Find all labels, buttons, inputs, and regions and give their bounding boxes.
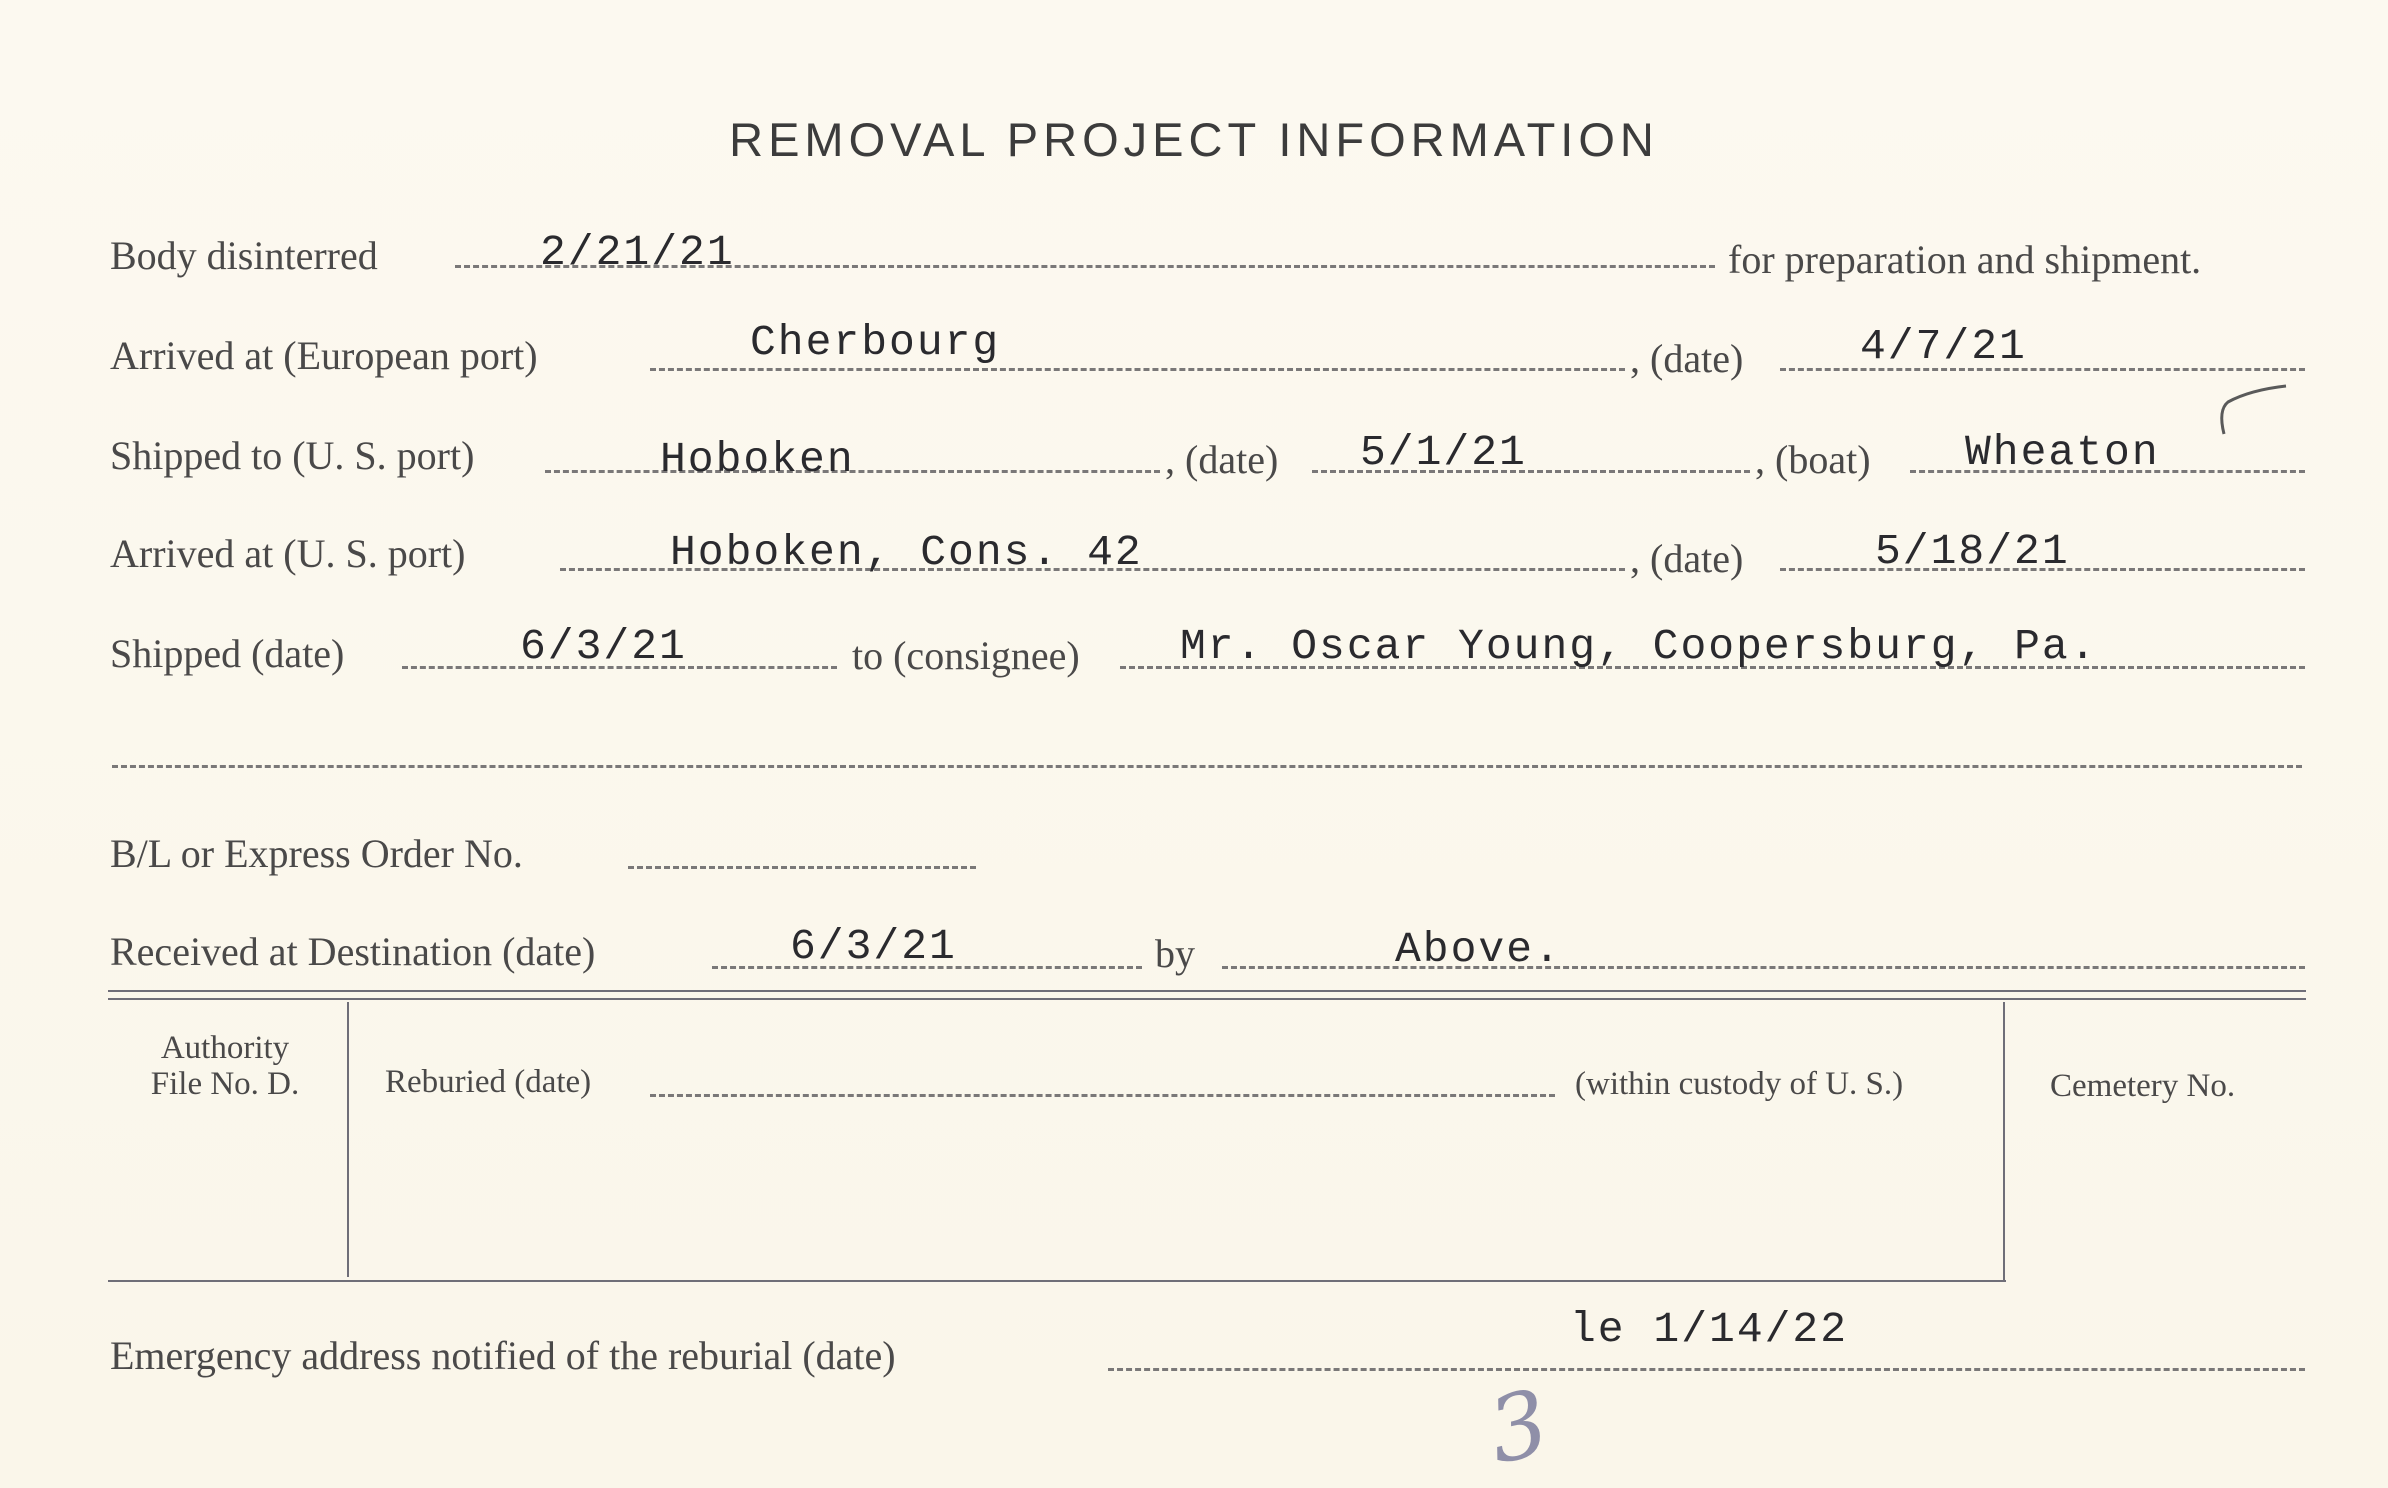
bl-line [628, 866, 976, 869]
shipped-to-port-value: Hoboken [660, 435, 855, 484]
shipped-date-label: Shipped (date) [110, 631, 345, 676]
emergency-label: Emergency address notified of the reburial (date) [110, 1333, 896, 1378]
table-top-rule-2 [108, 998, 2306, 1000]
disinterred-label: Body disinterred [110, 233, 378, 278]
reburied-line [650, 1094, 1555, 1097]
received-by-value: Above. [1395, 925, 1562, 974]
authority-line2: File No. D. [150, 1066, 300, 1102]
arrived-us-port-value: Hoboken, Cons. 42 [670, 528, 1143, 577]
emergency-value: le 1/14/22 [1570, 1305, 1849, 1354]
european-date-line [1780, 368, 2305, 371]
authority-file-label [120, 1030, 330, 1102]
handwritten-mark: 3 [1479, 1370, 1558, 1485]
custody-label: (within custody of U. S.) [1575, 1066, 1904, 1102]
received-by-line [1222, 966, 2305, 969]
disinterred-suffix: for preparation and shipment. [1728, 237, 2202, 282]
table-divider-left [347, 1002, 349, 1277]
table-top-rule [108, 990, 2306, 992]
european-port-value: Cherbourg [750, 318, 1001, 367]
disinterred-value: 2/21/21 [540, 228, 735, 277]
page-title: REMOVAL PROJECT INFORMATION [729, 113, 1659, 166]
authority-line1: Authority [160, 1030, 290, 1066]
european-date-label: , (date) [1630, 336, 1744, 381]
received-by-label: by [1155, 931, 1195, 976]
pencil-stroke-icon [2210, 380, 2290, 440]
bl-label: B/L or Express Order No. [110, 831, 523, 876]
shipped-to-label: Shipped to (U. S. port) [110, 433, 475, 478]
reburied-label: Reburied (date) [385, 1064, 592, 1100]
shipped-to-date-value: 5/1/21 [1360, 428, 1527, 477]
arrived-us-label: Arrived at (U. S. port) [110, 531, 466, 576]
received-date-value: 6/3/21 [790, 922, 957, 971]
consignee-value: Mr. Oscar Young, Coopersburg, Pa. [1180, 622, 2098, 671]
shipped-date-value: 6/3/21 [520, 622, 687, 671]
consignee-label: to (consignee) [852, 633, 1080, 678]
arrived-us-date-label: , (date) [1630, 536, 1744, 581]
arrived-us-date-value: 5/18/21 [1875, 527, 2070, 576]
european-date-value: 4/7/21 [1860, 322, 2027, 371]
emergency-line [1108, 1368, 2305, 1371]
european-port-line [650, 368, 1625, 371]
received-label: Received at Destination (date) [110, 929, 596, 974]
table-divider-right [2003, 1002, 2005, 1282]
table-bottom-rule [108, 1280, 2006, 1282]
cemetery-label: Cemetery No. [2050, 1068, 2236, 1104]
boat-value: Wheaton [1965, 428, 2160, 477]
shipped-to-date-label: , (date) [1165, 437, 1279, 482]
blank-line [112, 765, 2302, 768]
european-port-label: Arrived at (European port) [110, 333, 538, 378]
boat-label: , (boat) [1755, 437, 1871, 482]
